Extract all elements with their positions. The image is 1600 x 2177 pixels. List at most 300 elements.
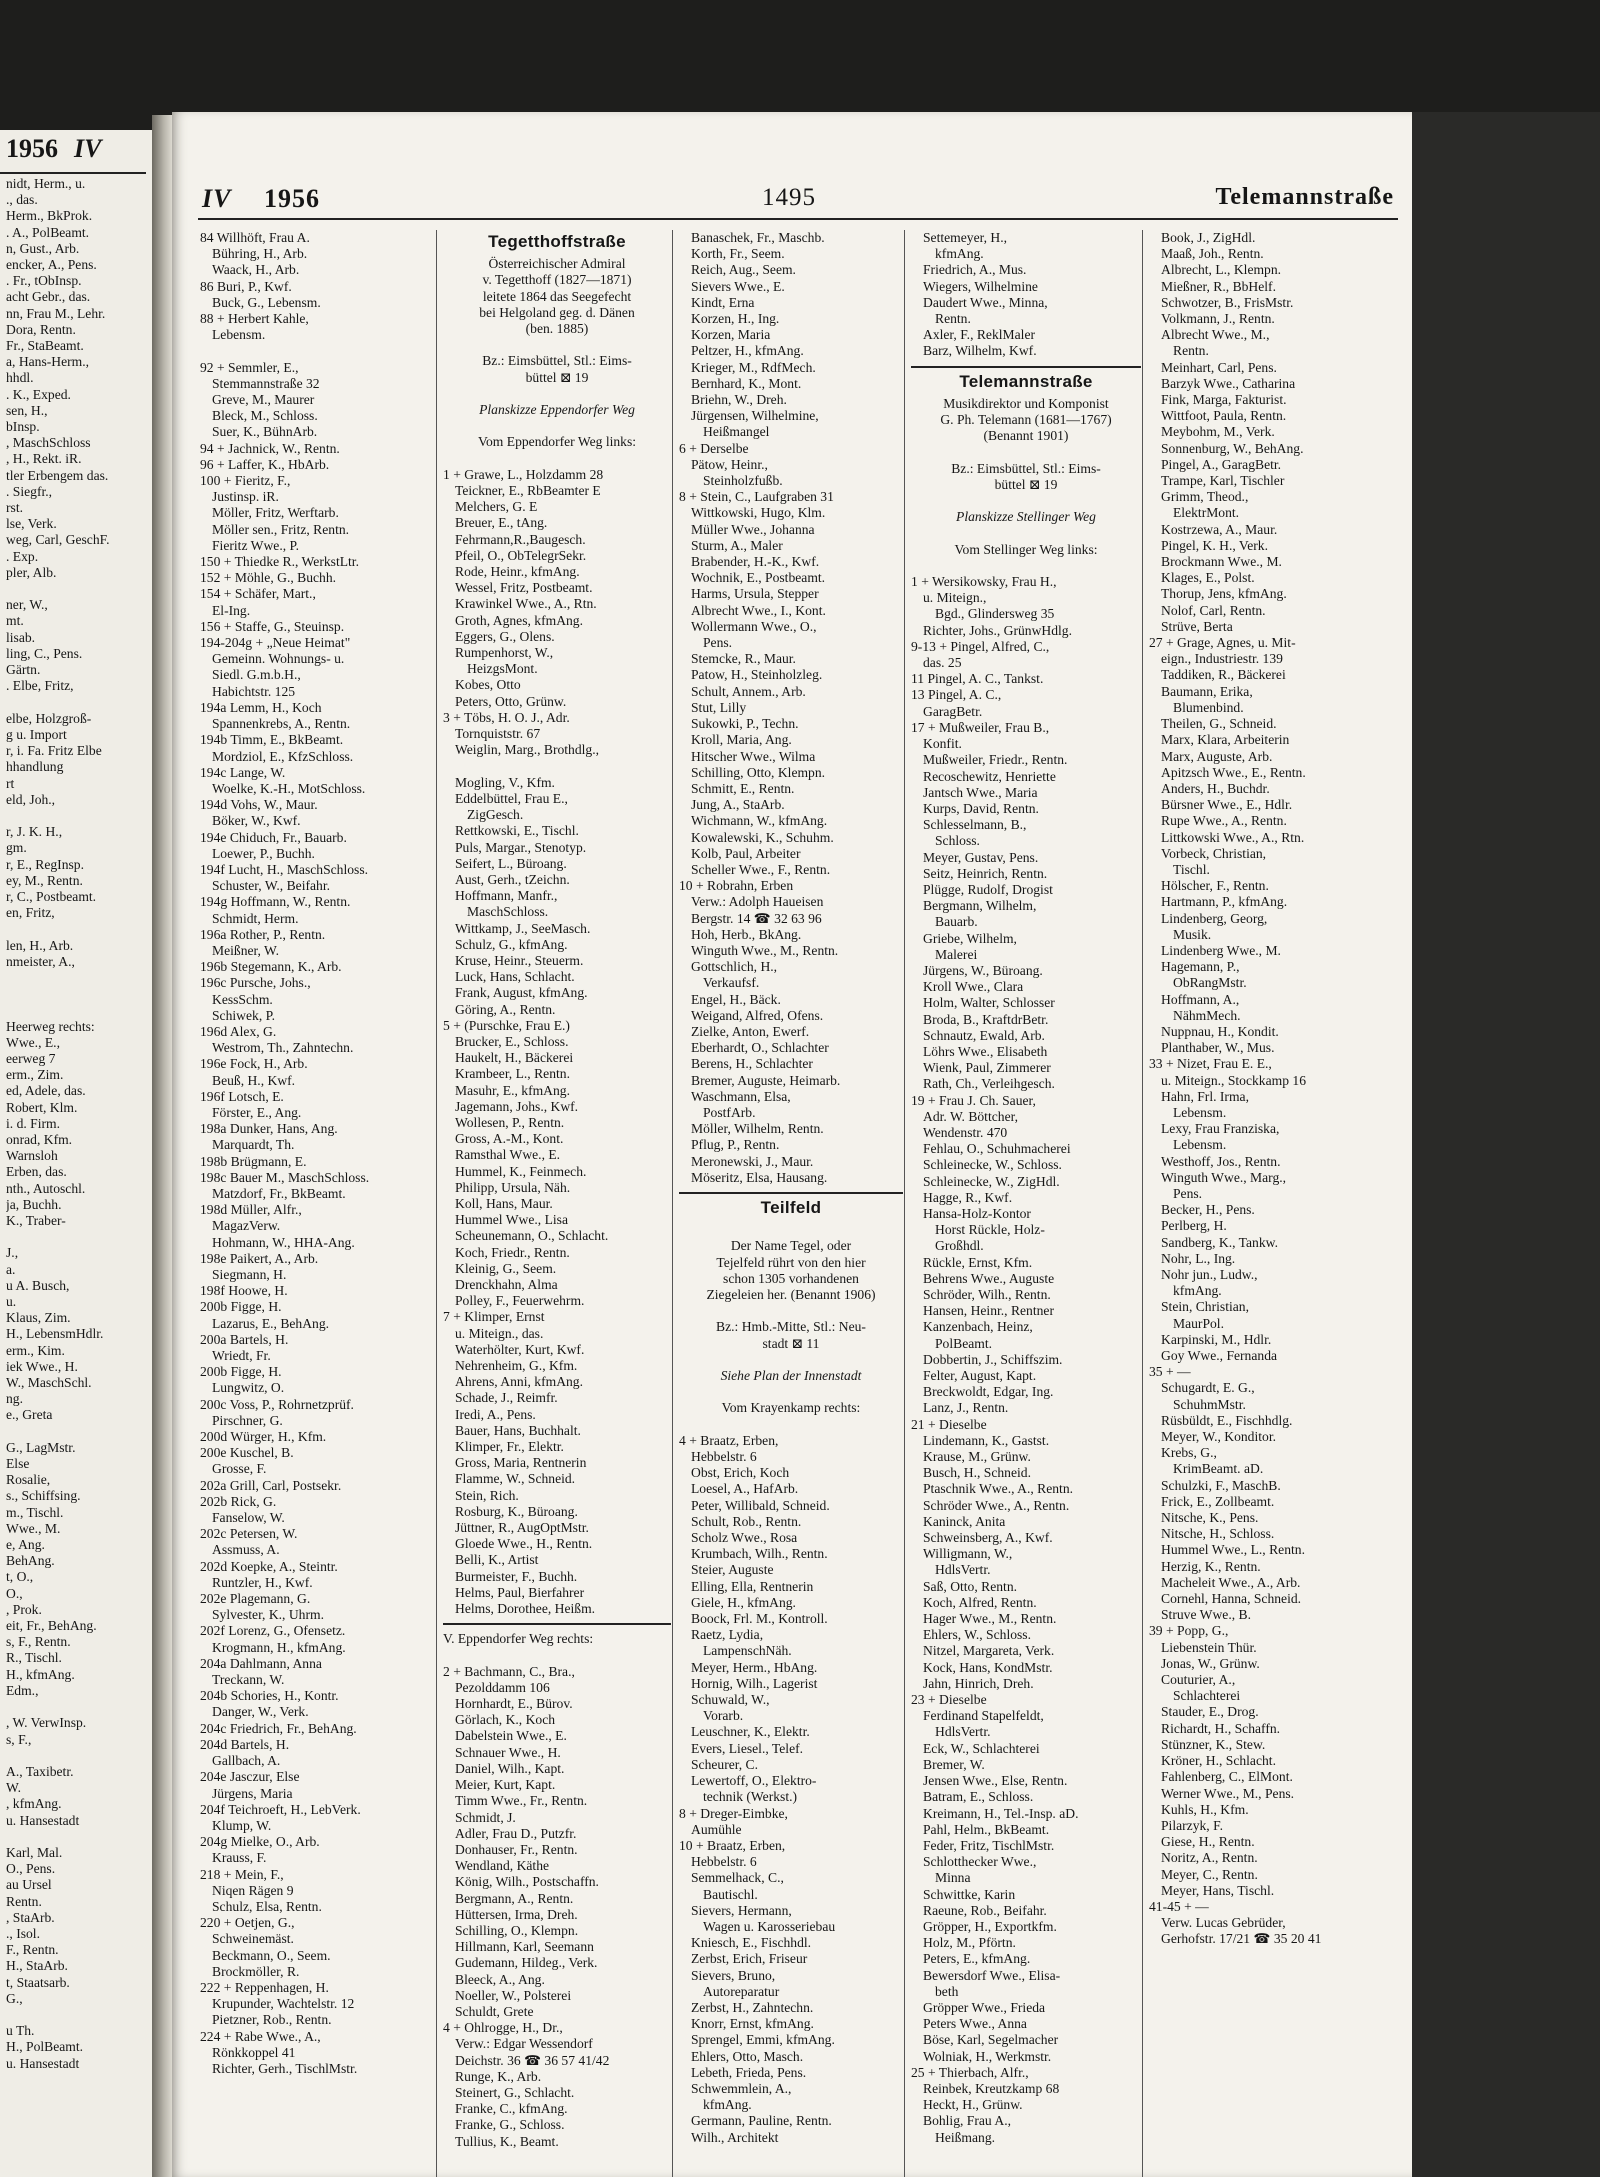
house-entry: bInsp. <box>6 419 40 435</box>
resident-entry: Evers, Liesel., Telef. <box>691 1740 804 1756</box>
entry-continuation <box>443 759 671 775</box>
resident-entry: Scheunemann, O., Schlacht. <box>455 1228 609 1244</box>
resident-entry: Puls, Margar., Stenotyp. <box>455 839 587 855</box>
resident-entry: Rumpenhorst, W., <box>455 645 554 661</box>
resident-entry: Schade, J., Reimfr. <box>455 1390 558 1406</box>
resident-entry: Goy Wwe., Fernanda <box>1161 1348 1278 1364</box>
resident-entry: Kanzenbach, Heinz, <box>923 1319 1033 1335</box>
house-entry: Klaus, Zim. <box>6 1310 71 1326</box>
resident-entry: Löhrs Wwe., Elisabeth <box>923 1043 1048 1059</box>
resident-entry: Grosse, F. <box>212 1461 267 1477</box>
resident-entry: Nitzel, Margareta, Verk. <box>923 1643 1055 1659</box>
house-entry: 202f Lorenz, G., Ofensetz. <box>200 1623 346 1639</box>
resident-entry: Treckann, W. <box>212 1672 285 1688</box>
house-entry: 1 + Grawe, L., Holzdamm 28 <box>443 466 604 482</box>
resident-entry: Wendenstr. 470 <box>923 1124 1008 1140</box>
house-entry: 33 + Nizet, Frau E. E., <box>1149 1056 1272 1072</box>
house-entry: 196d Alex, G. <box>200 1023 277 1039</box>
house-entry: 25 + Thierbach, Alfr., <box>911 2064 1029 2080</box>
house-entry: , W. VerwInsp. <box>6 1715 87 1731</box>
entry-continuation: Autoreparatur <box>703 1983 780 1999</box>
house-entry: W. <box>6 1780 21 1796</box>
entry-continuation: Horst Rückle, Holz- <box>935 1222 1045 1238</box>
resident-entry: Westrom, Th., Zahntechn. <box>212 1040 354 1056</box>
resident-entry: Thorup, Jens, kfmAng. <box>1161 586 1287 602</box>
house-entry: 204e Jasczur, Else <box>200 1769 300 1785</box>
house-entry: Fr., StaBeamt. <box>6 338 84 354</box>
house-entry <box>443 386 671 402</box>
resident-entry: Wollermann Wwe., O., <box>691 618 817 634</box>
resident-entry: Fehlau, O., Schuhmacherei <box>923 1141 1071 1157</box>
house-entry: 202e Plagemann, G. <box>200 1591 311 1607</box>
house-entry: hhandlung <box>6 759 64 775</box>
house-entry <box>6 2007 155 2023</box>
resident-entry: Lindenberg, Georg, <box>1161 910 1268 926</box>
house-entry: H., LebensmHdlr. <box>6 1326 104 1342</box>
resident-entry: Lebeth, Frieda, Pens. <box>691 2064 807 2080</box>
house-entry: 198e Paikert, A., Arb. <box>200 1250 319 1266</box>
resident-entry: Waschmann, Elsa, <box>691 1088 791 1104</box>
resident-entry: Kindt, Erna <box>691 294 755 310</box>
house-entry: R., Tischl. <box>6 1650 62 1666</box>
house-entry: erm., Zim. <box>6 1067 64 1083</box>
resident-entry: Ptaschnik Wwe., A., Rentn. <box>923 1481 1074 1497</box>
resident-entry: Sylvester, K., Uhrm. <box>212 1607 324 1623</box>
house-entry: 196b Stegemann, K., Arb. <box>200 959 342 975</box>
resident-entry: Perlberg, H. <box>1161 1218 1227 1234</box>
house-entry: 2 + Bachmann, C., Bra., <box>443 1663 575 1679</box>
entry-continuation: Wagen u. Karosseriebau <box>703 1918 836 1934</box>
resident-entry: Stünzner, K., Stew. <box>1161 1736 1266 1752</box>
resident-entry: Nitsche, K., Pens. <box>1161 1510 1259 1526</box>
house-entry: 94 + Jachnick, W., Rentn. <box>200 440 340 456</box>
resident-entry: Meronewski, J., Maur. <box>691 1153 814 1169</box>
resident-entry: Jagemann, Johs., Kwf. <box>455 1098 579 1114</box>
house-entry: Rentn. <box>6 1893 42 1909</box>
house-entry: 224 + Rabe Wwe., A., <box>200 2028 321 2044</box>
directory-column-4 <box>904 230 1141 2177</box>
house-entry: BehAng. <box>6 1553 55 1569</box>
house-entry: A., Taxibetr. <box>6 1763 74 1779</box>
resident-entry: Spannenkrebs, A., Rentn. <box>212 716 351 732</box>
house-entry <box>6 1829 155 1845</box>
house-entry: 150 + Thiedke R., WerkstLtr. <box>200 554 359 570</box>
resident-entry: Bleck, M., Schloss. <box>212 408 318 424</box>
house-entry: . Elbe, Fritz, <box>6 678 74 694</box>
house-entry <box>6 1699 155 1715</box>
resident-entry: GaragBetr. <box>923 703 983 719</box>
house-entry <box>443 451 671 467</box>
resident-entry: Matzdorf, Fr., BkBeamt. <box>212 1185 346 1201</box>
resident-entry: Brockmann Wwe., M. <box>1161 554 1282 570</box>
house-entry: 220 + Oetjen, G., <box>200 1915 295 1931</box>
plan-reference: Planskizze Stellinger Weg <box>956 509 1096 525</box>
house-entry: 11 Pingel, A. C., Tankst. <box>911 671 1044 687</box>
resident-entry: Deichstr. 36 ☎ 36 57 41/42 <box>455 2052 610 2068</box>
resident-entry: Winguth Wwe., M., Rentn. <box>691 942 839 958</box>
resident-entry: Konfit. <box>923 736 962 752</box>
house-entry: 152 + Möhle, G., Buchh. <box>200 570 337 586</box>
resident-entry: Hoh, Herb., BkAng. <box>691 926 802 942</box>
resident-entry: Jürgens, Maria <box>212 1785 293 1801</box>
street-note: G. Ph. Telemann (1681—1767) <box>940 412 1112 428</box>
resident-entry: Bewersdorf Wwe., Elisa- <box>923 1967 1061 1983</box>
resident-entry: Albrecht Wwe., M., <box>1161 327 1270 343</box>
house-entry <box>443 1647 671 1663</box>
house-entry <box>911 558 1141 574</box>
house-entry: 194c Lange, W. <box>200 764 286 780</box>
resident-entry: Littkowski Wwe., A., Rtn. <box>1161 829 1305 845</box>
resident-entry: Görlach, K., Koch <box>455 1712 556 1728</box>
resident-entry: Krause, M., Grünw. <box>923 1449 1031 1465</box>
house-entry: 200c Voss, P., Rohrnetzprüf. <box>200 1396 354 1412</box>
resident-entry: Hagemann, P., <box>1161 959 1240 975</box>
street-note: Tejelfeld rührt von den hier <box>716 1254 866 1270</box>
resident-entry: Engel, H., Bäck. <box>691 991 781 1007</box>
house-entry: r, i. Fa. Fritz Elbe <box>6 743 102 759</box>
resident-entry: Wollesen, P., Rentn. <box>455 1114 565 1130</box>
resident-entry: Hoffmann, Manfr., <box>455 888 558 904</box>
entry-continuation: Blumenbind. <box>1173 699 1244 715</box>
resident-entry: Böse, Karl, Segelmacher <box>923 2032 1059 2048</box>
house-entry: 200d Würger, H., Kfm. <box>200 1429 327 1445</box>
house-entry <box>6 921 155 937</box>
house-entry: u. Hansestadt <box>6 1812 80 1828</box>
entry-continuation: beth <box>935 1983 959 1999</box>
house-entry: Wwe., E., <box>6 1034 60 1050</box>
resident-entry: Verw. Lucas Gebrüder, <box>1161 1915 1286 1931</box>
resident-entry: Flamme, W., Schneid. <box>455 1471 576 1487</box>
resident-entry: Richter, Gerh., TischlMstr. <box>212 2060 358 2076</box>
resident-entry: Gallbach, A. <box>212 1753 281 1769</box>
resident-entry: Rosburg, K., Büroang. <box>455 1503 578 1519</box>
entry-continuation: SchuhmMstr. <box>1173 1396 1246 1412</box>
resident-entry: Lungwitz, O. <box>212 1380 285 1396</box>
resident-entry: Peters, Otto, Grünw. <box>455 693 567 709</box>
resident-entry: Tullius, K., Beamt. <box>455 2133 559 2149</box>
resident-entry: Sandberg, K., Tankw. <box>1161 1234 1278 1250</box>
house-entry: 194-204g + „Neue Heimat" <box>200 635 351 651</box>
resident-entry: Recoschewitz, Henriette <box>923 768 1056 784</box>
resident-entry: Verw.: Edgar Wessendorf <box>455 2036 593 2052</box>
resident-entry: Zerbst, H., Zahntechn. <box>691 1999 814 2015</box>
resident-entry: Jonas, W., Grünw. <box>1161 1655 1260 1671</box>
house-entry <box>679 1384 903 1400</box>
street-note: Ziegeleien her. (Benannt 1906) <box>706 1287 876 1302</box>
house-entry: Else <box>6 1456 30 1472</box>
resident-entry: Grimm, Theod., <box>1161 489 1249 505</box>
house-entry: 27 + Grage, Agnes, u. Mit- <box>1149 635 1296 651</box>
resident-entry: Bürsner Wwe., E., Hdlr. <box>1161 797 1293 813</box>
resident-entry: Friedrich, A., Mus. <box>923 262 1027 278</box>
resident-entry: Adr. W. Böttcher, <box>923 1108 1018 1124</box>
resident-entry: Schilling, O., Klempn. <box>455 1922 579 1938</box>
resident-entry: Lindenberg Wwe., M. <box>1161 942 1281 958</box>
resident-entry: Reich, Aug., Seem. <box>691 262 796 278</box>
house-entry: 200b Figge, H. <box>200 1299 282 1315</box>
house-entry: weg, Carl, GeschF. <box>6 532 110 548</box>
house-entry: 86 Buri, P., Kwf. <box>200 278 292 294</box>
resident-entry: Kuhls, H., Kfm. <box>1161 1801 1249 1817</box>
house-entry: s, F., <box>6 1731 32 1747</box>
street-note: stadt ⊠ 11 <box>762 1335 820 1351</box>
resident-entry: Korth, Fr., Seem. <box>691 246 785 262</box>
header-street-name: Telemannstraße <box>1215 184 1394 210</box>
house-entry: Wwe., M. <box>6 1520 61 1536</box>
street-note: v. Tegetthoff (1827—1871) <box>482 272 632 288</box>
resident-entry: Volkmann, J., Rentn. <box>1161 311 1275 327</box>
resident-entry: Jensen Wwe., Else, Rentn. <box>923 1773 1068 1789</box>
house-entry: 196a Rother, P., Rentn. <box>200 926 326 942</box>
resident-entry: Obst, Erich, Koch <box>691 1465 790 1481</box>
resident-entry: Schleinecke, W., Schloss. <box>923 1157 1062 1173</box>
entry-continuation: Verkaufsf. <box>703 975 760 991</box>
resident-entry: Schugardt, E. G., <box>1161 1380 1255 1396</box>
resident-entry: Lazarus, E., BehAng. <box>212 1315 330 1331</box>
resident-entry: Kreimann, H., Tel.-Insp. aD. <box>923 1805 1079 1821</box>
resident-entry: Nohr jun., Ludw., <box>1161 1267 1258 1282</box>
house-entry: t, Staatsarb. <box>6 1974 70 1990</box>
resident-entry: Macheleit Wwe., A., Arb. <box>1161 1574 1301 1590</box>
house-entry: ner, W., <box>6 597 48 613</box>
header-rule <box>198 218 1398 220</box>
resident-entry: Noritz, A., Rentn. <box>1161 1850 1258 1866</box>
book-gutter <box>152 115 172 2177</box>
scan-edge <box>1412 112 1600 2177</box>
resident-entry: Sukowki, P., Techn. <box>691 716 799 732</box>
resident-entry: Baumann, Erika, <box>1161 683 1253 699</box>
resident-entry: Becker, H., Pens. <box>1161 1202 1255 1218</box>
resident-entry: Schwittke, Karin <box>923 1886 1016 1902</box>
house-entry: 218 + Mein, F., <box>200 1866 284 1882</box>
resident-entry: Banaschek, Fr., Maschb. <box>691 230 825 245</box>
street-heading: Teilfeld <box>760 1197 822 1217</box>
resident-entry: Hebbelstr. 6 <box>691 1854 757 1870</box>
house-entry: , StaArb. <box>6 1909 55 1925</box>
resident-entry: Sonnenburg, W., BehAng. <box>1161 440 1304 456</box>
resident-entry: Theilen, G., Schneid. <box>1161 716 1277 732</box>
house-entry: 200a Bartels, H. <box>200 1331 289 1347</box>
resident-entry: Frick, E., Zollbeamt. <box>1161 1493 1275 1509</box>
resident-entry: Peter, Willibald, Schneid. <box>691 1497 830 1513</box>
resident-entry: Winguth Wwe., Marg., <box>1161 1169 1287 1185</box>
resident-entry: Rath, Ch., Verleihgesch. <box>923 1076 1055 1092</box>
left-header-volume: IV <box>74 134 102 163</box>
resident-entry: Iredi, A., Pens. <box>455 1406 536 1422</box>
house-entry: 8 + Dreger-Eimbke, <box>679 1805 788 1821</box>
resident-entry: Holm, Walter, Schlosser <box>923 995 1055 1011</box>
resident-entry: Krieger, M., RdfMech. <box>691 359 816 375</box>
resident-entry: Pingel, K. H., Verk. <box>1161 537 1268 553</box>
resident-entry: Schwotzer, B., FrisMstr. <box>1161 294 1294 310</box>
house-entry <box>679 1303 903 1319</box>
house-entry: 88 + Herbert Kahle, <box>200 311 309 327</box>
house-entry: Erben, das. <box>6 1164 67 1180</box>
house-entry <box>679 1352 903 1368</box>
resident-entry: Rönkkoppel 41 <box>212 2044 296 2060</box>
resident-entry: Schult, Annem., Arb. <box>691 683 806 699</box>
resident-entry: Hitscher Wwe., Wilma <box>691 748 816 764</box>
house-entry: gm. <box>6 840 27 856</box>
street-note: Musikdirektor und Komponist <box>943 395 1109 411</box>
house-entry: eld, Joh., <box>6 791 56 807</box>
resident-entry: Jahn, Hinrich, Dreh. <box>923 1675 1034 1691</box>
house-entry: 1 + Wersikowsky, Frau H., <box>911 574 1057 590</box>
house-entry: s, F., Rentn. <box>6 1634 71 1650</box>
house-entry: 194f Lucht, H., MaschSchloss. <box>200 861 369 877</box>
resident-entry: Boock, Frl. M., Kontroll. <box>691 1611 828 1627</box>
resident-entry: Taddiken, R., Bäckerei <box>1161 667 1286 683</box>
resident-entry: Holz, M., Pförtn. <box>923 1935 1016 1951</box>
resident-entry: Justinsp. iR. <box>212 489 279 505</box>
resident-entry: Ehlers, Otto, Masch. <box>691 2048 804 2064</box>
resident-entry: Weigand, Alfred, Ofens. <box>691 1007 824 1023</box>
resident-entry: Maaß, Joh., Rentn. <box>1161 246 1264 262</box>
resident-entry: Kroll, Maria, Ang. <box>691 732 792 748</box>
entry-continuation: Pens. <box>1173 1185 1203 1201</box>
resident-entry: eign., Industriestr. 139 <box>1161 651 1283 667</box>
resident-entry: Schweinemäst. <box>212 1931 294 1947</box>
resident-entry: Sievers, Bruno, <box>691 1967 776 1983</box>
house-entry <box>6 1748 155 1764</box>
resident-entry: Belli, K., Artist <box>455 1552 539 1568</box>
house-entry: r, C., Postbeamt. <box>6 888 97 904</box>
resident-entry: Schuwald, W., <box>691 1692 770 1708</box>
resident-entry: El-Ing. <box>212 602 251 618</box>
left-header-year: 1956 <box>6 134 58 163</box>
resident-entry: Pirschner, G. <box>212 1412 283 1428</box>
resident-entry: Pingel, A., GaragBetr. <box>1161 456 1282 472</box>
resident-entry: Eddelbüttel, Frau E., <box>455 790 568 806</box>
house-entry: . A., PolBeamt. <box>6 224 90 240</box>
resident-entry: Gross, A.-M., Kont. <box>455 1131 564 1147</box>
resident-entry: Karpinski, M., Hdlr. <box>1161 1331 1272 1347</box>
entry-continuation: Steinholzfußb. <box>703 473 783 489</box>
resident-entry: Vorbeck, Christian, <box>1161 845 1267 861</box>
resident-entry: Pahl, Helm., BkBeamt. <box>923 1821 1050 1837</box>
resident-entry: u. Miteign., <box>923 590 987 606</box>
resident-entry: Danger, W., Verk. <box>212 1704 309 1720</box>
house-entry: ey, M., Rentn. <box>6 872 83 888</box>
house-entry: mt. <box>6 613 24 629</box>
header-year: 1956 <box>264 184 320 213</box>
left-book-page <box>0 130 155 2177</box>
page-number: 1495 <box>762 184 816 211</box>
resident-entry: Stauder, E., Drog. <box>1161 1704 1259 1720</box>
house-entry: W., MaschSchl. <box>6 1375 92 1391</box>
left-page-header <box>6 134 101 164</box>
house-entry: r, J. K. H., <box>6 824 63 840</box>
resident-entry: Leuschner, K., Elektr. <box>691 1724 810 1740</box>
house-entry: 204g Mielke, O., Arb. <box>200 1834 320 1850</box>
house-entry: 222 + Reppenhagen, H. <box>200 1979 329 1995</box>
entry-continuation: kfmAng. <box>935 246 984 262</box>
resident-entry: Behrens Wwe., Auguste <box>923 1270 1055 1286</box>
resident-entry: Liebenstein Thür. <box>1161 1639 1257 1655</box>
resident-entry: Dabelstein Wwe., E. <box>455 1728 567 1744</box>
resident-entry: Nohr, L., Ing. <box>1161 1250 1236 1266</box>
entry-continuation: KrimBeamt. aD. <box>1173 1461 1264 1477</box>
house-entry: a. <box>6 1261 16 1277</box>
house-entry: 7 + Klimper, Ernst <box>443 1309 545 1325</box>
resident-entry: Steinert, G., Schlacht. <box>455 2084 575 2100</box>
entry-continuation: Schloss. <box>935 833 980 849</box>
resident-entry: Gudemann, Hildeg., Verk. <box>455 1955 598 1971</box>
house-entry: e., Greta <box>6 1407 53 1423</box>
resident-entry: Hummel Wwe., L., Rentn. <box>1161 1542 1305 1558</box>
house-entry: . Exp. <box>6 548 39 564</box>
resident-entry: Hölscher, F., Rentn. <box>1161 878 1269 894</box>
resident-entry: Groth, Agnes, kfmAng. <box>455 612 583 628</box>
resident-entry: Bergmann, Wilhelm, <box>923 898 1037 914</box>
house-entry: len, H., Arb. <box>6 937 74 953</box>
house-entry: au Ursel <box>6 1877 52 1893</box>
resident-entry: Gerhofstr. 17/21 ☎ 35 20 41 <box>1161 1931 1322 1947</box>
house-entry <box>443 337 671 353</box>
resident-entry: Albrecht, L., Klempn. <box>1161 262 1282 278</box>
house-entry: 100 + Fieritz, F., <box>200 473 291 489</box>
house-entry: 202a Grill, Carl, Postsekr. <box>200 1477 342 1493</box>
resident-entry: Semmelhack, C., <box>691 1870 784 1886</box>
resident-entry: Patow, H., Steinholzleg. <box>691 667 823 683</box>
street-note: (ben. 1885) <box>525 321 589 337</box>
resident-entry: Hansa-Holz-Kontor <box>923 1205 1031 1221</box>
resident-entry: Broda, B., KraftdrBetr. <box>923 1011 1049 1027</box>
entry-continuation: ZigGesch. <box>467 807 524 823</box>
house-entry: 4 + Ohlrogge, H., Dr., <box>443 2020 563 2036</box>
resident-entry: Seitz, Heinrich, Rentn. <box>923 865 1048 881</box>
section-rule <box>443 1623 671 1625</box>
resident-entry: Peters Wwe., Anna <box>923 2016 1027 2032</box>
house-entry: nmeister, A., <box>6 953 75 969</box>
resident-entry: Ramsthal Wwe., E. <box>455 1147 561 1163</box>
resident-entry: Rettkowski, E., Tischl. <box>455 823 579 839</box>
left-header-rule <box>0 172 146 174</box>
house-entry: J., <box>6 1245 19 1261</box>
resident-entry: Donhauser, Fr., Rentn. <box>455 1841 578 1857</box>
house-entry: 4 + Braatz, Erben, <box>679 1432 779 1448</box>
house-entry: pler, Alb. <box>6 564 57 580</box>
house-entry: acht Gebr., das. <box>6 289 91 305</box>
resident-entry: Adler, Frau D., Putzfr. <box>455 1825 577 1841</box>
resident-entry: Lanz, J., Rentn. <box>923 1400 1009 1416</box>
resident-entry: Strüve, Berta <box>1161 618 1233 634</box>
resident-entry: Sievers, Hermann, <box>691 1902 792 1918</box>
house-entry: Warnsloh <box>6 1148 58 1164</box>
resident-entry: Böker, W., Kwf. <box>212 813 301 829</box>
resident-entry: Frank, August, kfmAng. <box>455 985 588 1001</box>
resident-entry: Waterhölter, Kurt, Kwf. <box>455 1341 585 1357</box>
resident-entry: Kröner, H., Schlacht. <box>1161 1753 1276 1769</box>
house-entry: r, E., RegInsp. <box>6 856 84 872</box>
resident-entry: Rode, Heinr., kfmAng. <box>455 564 580 580</box>
resident-entry: Melchers, G. E <box>455 499 538 515</box>
resident-entry: Wittkowski, Hugo, Klm. <box>691 505 826 521</box>
resident-entry: Plügge, Rudolf, Drogist <box>923 881 1053 897</box>
resident-entry: Drenckhahn, Alma <box>455 1277 558 1292</box>
resident-entry: Klages, E., Polst. <box>1161 570 1255 586</box>
house-entry: 198b Brügmann, E. <box>200 1153 307 1169</box>
entry-continuation: Pens. <box>703 635 733 651</box>
house-entry <box>911 444 1141 460</box>
resident-entry: Wolniak, H., Werkmstr. <box>923 2048 1052 2064</box>
resident-entry: Wichmann, W., kfmAng. <box>691 813 828 829</box>
directory-column-2 <box>436 230 671 2177</box>
house-entry: 154 + Schäfer, Mart., <box>200 586 316 602</box>
resident-entry: Busch, H., Schneid. <box>923 1465 1031 1481</box>
resident-entry: Kroll Wwe., Clara <box>923 979 1024 995</box>
resident-entry: Fink, Marga, Fakturist. <box>1161 392 1287 408</box>
